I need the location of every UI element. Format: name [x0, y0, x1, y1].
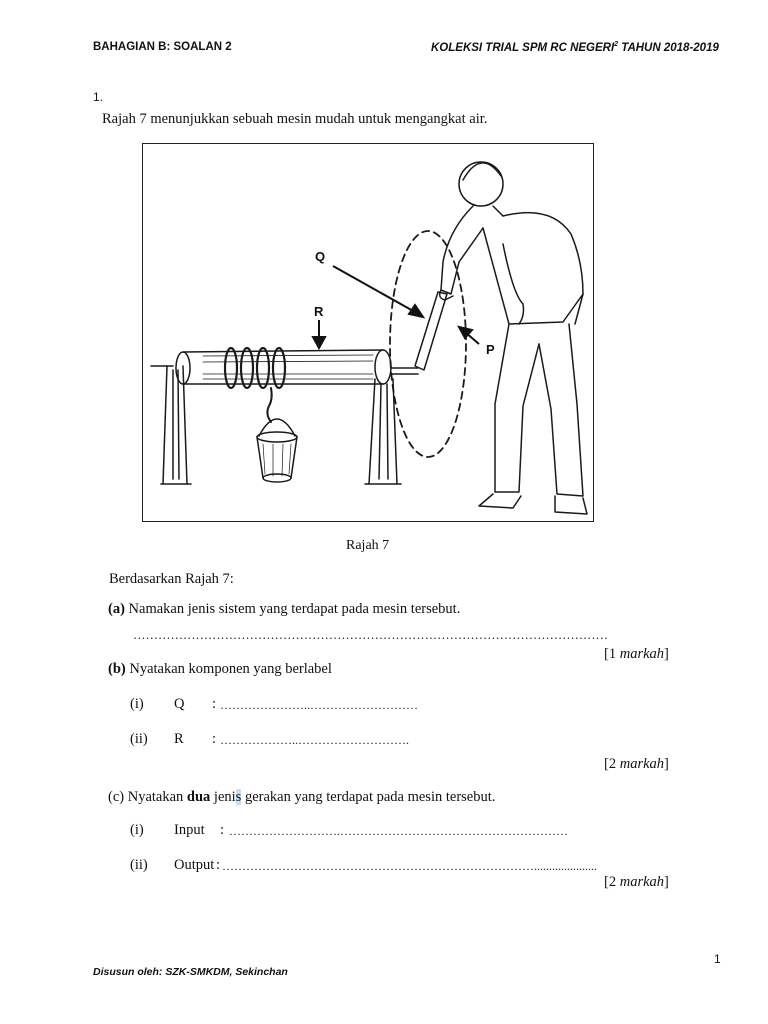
part-c-ii-roman: (ii) [130, 857, 148, 873]
footer-credit: Disusun oleh: SZK-SMKDM, Sekinchan [93, 966, 288, 978]
well-windlass-illustration [143, 144, 595, 523]
question-number: 1. [93, 90, 104, 104]
part-c-i-colon: : [220, 822, 225, 838]
header-left: BAHAGIAN B: SOALAN 2 [93, 41, 232, 53]
figure-rajah-7 [142, 143, 594, 522]
part-b-ii-roman: (ii) [130, 731, 148, 747]
part-a-marks: [1 markah] [604, 646, 669, 662]
figure-caption: Rajah 7 [346, 538, 390, 553]
label-p: P [486, 342, 495, 357]
part-b-ii-answer-line[interactable]: ………………..………………………. [220, 733, 409, 747]
part-b: (b) Nyatakan komponen yang berlabel [108, 661, 332, 677]
header-right: KOLEKSI TRIAL SPM RC NEGERI$^2$ TAHUN 2018-2019 [431, 41, 719, 54]
part-b-i-colon: : [212, 696, 217, 712]
page-number: 1 [714, 952, 721, 966]
part-c-i-answer-line[interactable]: ……………………….………………………………………………… [229, 824, 568, 838]
part-b-i-letter: Q [174, 696, 185, 712]
label-q: Q [315, 249, 326, 264]
part-c-ii-answer-line[interactable]: ……………………………………………………………………..................... [222, 859, 597, 873]
part-b-ii-colon: : [212, 731, 217, 747]
question-intro: Rajah 7 menunjukkan sebuah mesin mudah untuk mengangkat air. [102, 111, 488, 127]
instruction: Berdasarkan Rajah 7: [109, 571, 234, 587]
part-c-ii-colon: : [216, 857, 221, 873]
part-b-marks: [2 markah] [604, 756, 669, 772]
part-c-ii-name: Output [174, 857, 215, 873]
part-c-i-name: Input [174, 822, 205, 838]
part-a: (a) Namakan jenis sistem yang terdapat pada mesin tersebut. [108, 601, 461, 617]
part-a-answer-line[interactable]: …………………………………………………………………………………………………… [133, 628, 608, 642]
label-r: R [314, 304, 324, 319]
part-b-ii-letter: R [174, 731, 184, 747]
part-b-i-answer-line[interactable]: …………………..……………………… [220, 698, 418, 712]
part-c-i-roman: (i) [130, 822, 144, 838]
part-c: (c) Nyatakan dua jenis gerakan yang terdapat pada mesin tersebut. [108, 789, 496, 805]
part-c-marks: [2 markah] [604, 874, 669, 890]
part-b-i-roman: (i) [130, 696, 144, 712]
